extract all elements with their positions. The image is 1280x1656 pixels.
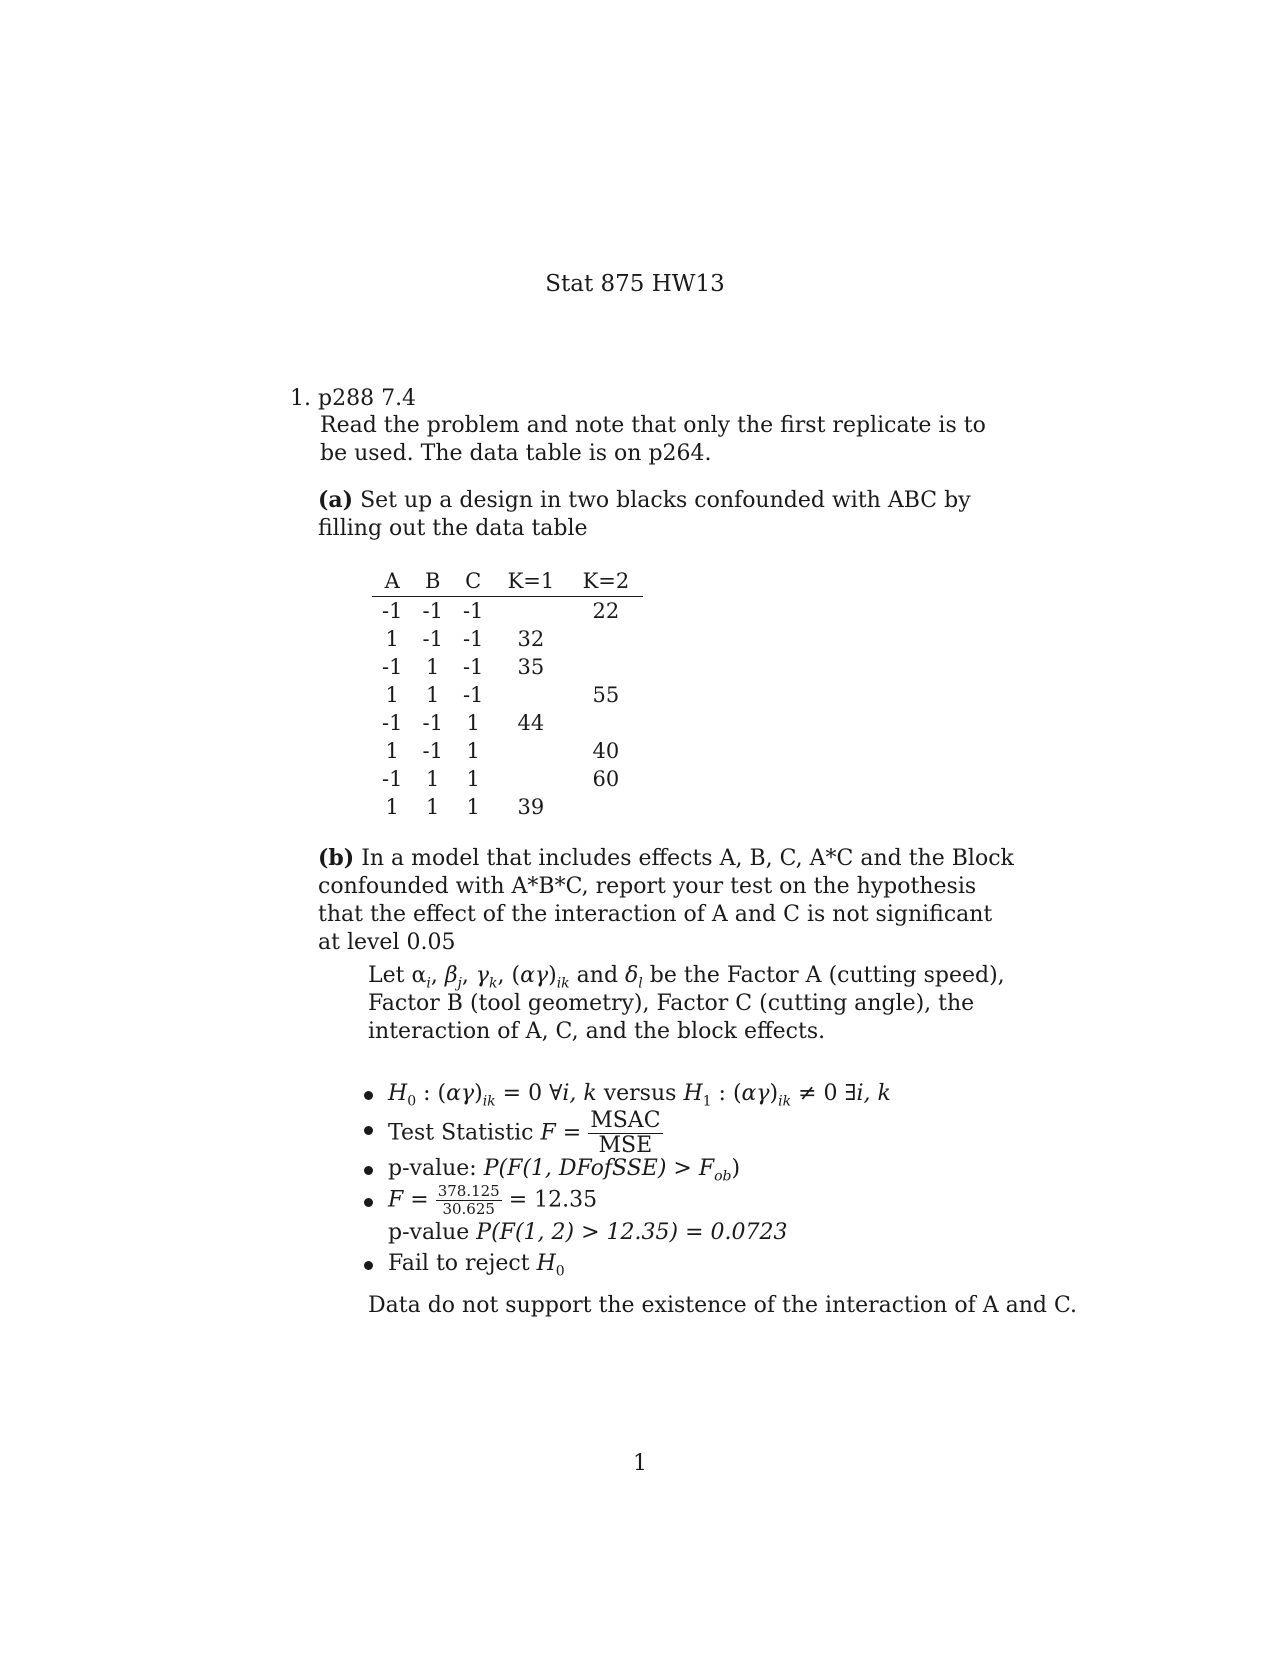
column-header: K=1 [493, 566, 568, 597]
let-tail: be the Factor A (cutting speed), Factor B (tool geometry), Factor C (cutting angle), the interaction of A, C, and the block effects. [368, 963, 1005, 1044]
table-row [372, 597, 643, 626]
let-intro: Let α [368, 963, 427, 988]
problem-reference: p288 7.4 [318, 386, 417, 411]
pvalue-bullet: p-value: P(F(1, DFofSSE) > $F_{ob}$) [388, 1155, 740, 1183]
table-cell [568, 625, 643, 653]
part-b [318, 844, 1018, 957]
table-cell: -1 [462, 683, 484, 707]
table-cell: 1 [426, 795, 440, 819]
fraction-numerator: MSAC [590, 1108, 661, 1133]
part-b-label: (b) [318, 845, 355, 871]
table-cell [493, 765, 568, 793]
design-table [372, 566, 643, 821]
part-a [318, 486, 1018, 543]
decision-bullet: Fail to reject $H_0$ [388, 1250, 565, 1278]
table-cell: -1 [422, 711, 443, 735]
page-title: Stat 875 HW13 [545, 271, 725, 297]
fraction-denominator: MSE [598, 1133, 653, 1158]
table-cell: -1 [462, 655, 484, 679]
statistic-fraction [588, 1110, 662, 1157]
table-header-row [372, 566, 643, 597]
table-cell: 1 [466, 795, 480, 819]
table-cell [493, 597, 568, 626]
table-cell [568, 709, 643, 737]
pvalue-result-line [388, 1219, 787, 1247]
table-cell: 22 [592, 599, 620, 623]
table-cell: 1 [426, 683, 440, 707]
problem-intro: Read the problem and note that only the first replicate is to be used. The data table is on p264. [320, 413, 986, 466]
table-cell [568, 793, 643, 821]
table-cell: 1 [385, 683, 399, 707]
table-row [372, 765, 643, 793]
table-cell [493, 681, 568, 709]
column-header: C [453, 566, 493, 597]
table-cell: -1 [382, 767, 403, 791]
page-number: 1 [633, 1451, 647, 1476]
conclusion: Data do not support the existence of the interaction of A and C. [368, 1293, 1078, 1318]
table-cell: 1 [385, 739, 399, 763]
table-row [372, 793, 643, 821]
table-cell: 44 [517, 711, 545, 735]
column-header: B [412, 566, 452, 597]
pvalue-result: P(F(1, 2) > 12.35) = 0.0723 [476, 1220, 788, 1245]
table-cell: 35 [517, 655, 545, 679]
table-cell: -1 [382, 655, 403, 679]
decision-text: Fail to reject [388, 1251, 530, 1276]
table-cell: 32 [517, 627, 545, 651]
table-cell: -1 [422, 599, 443, 623]
f-denominator: 30.625 [442, 1200, 495, 1218]
table-cell: 60 [592, 767, 620, 791]
test-statistic-bullet: Test Statistic F = $\frac{\text{MSAC}}{\text{MSE}}$ [388, 1110, 663, 1157]
f-fraction [436, 1184, 502, 1217]
table-cell: -1 [382, 711, 403, 735]
table-cell: 1 [426, 767, 440, 791]
table-row [372, 653, 643, 681]
table-row [372, 709, 643, 737]
test-bullets [388, 1080, 1028, 1280]
part-a-text: Set up a design in two blacks confounded with ABC by filling out the data table [318, 488, 971, 541]
table-row [372, 625, 643, 653]
table-cell: 1 [426, 655, 440, 679]
pvalue-expression: P(F(1, DFofSSE) > F [483, 1156, 715, 1181]
column-header: K=2 [568, 566, 643, 597]
table-cell: 1 [385, 627, 399, 651]
problem-heading [290, 385, 416, 413]
f-numerator: 378.125 [437, 1182, 500, 1200]
table-row [372, 737, 643, 765]
problem-number: 1. [290, 386, 311, 411]
column-header: A [372, 566, 412, 597]
test-statistic-label: Test Statistic [388, 1120, 534, 1146]
f-value-bullet: F = $\frac{378.125}{30.625}$ = 12.35 [388, 1184, 597, 1217]
table-cell: 1 [385, 795, 399, 819]
hypothesis-bullet: $H_0$ : $(\alpha\gamma)_{ik} = 0$ ∀i, k versus $H_1$ : $(\alpha\gamma)_{ik} \ne 0$ ∃i, k [388, 1080, 891, 1108]
part-b-text: In a model that includes effects A, B, C, A*C and the Block confounded with A*B*C, report your test on the hypothesis that the effect of the interaction of A and C is not significant at level 0.05 [318, 846, 1014, 955]
versus-word: versus [603, 1081, 677, 1106]
table-cell: -1 [382, 599, 403, 623]
let-paragraph: Let $\alpha_i$, $\beta_j$, $\gamma_k$, $(\alpha\gamma)_{ik}$ and $\delta_l$ be the Factor A (cutting speed), Factor B (tool geometry), Factor C (cutting angle), the interaction of A, C, and the block effects. [368, 963, 1005, 1044]
table-cell [493, 737, 568, 765]
table-cell: -1 [462, 627, 484, 651]
table-cell: -1 [422, 739, 443, 763]
f-result: = 12.35 [508, 1187, 598, 1213]
table-cell: 39 [517, 795, 545, 819]
table-cell: 1 [466, 711, 480, 735]
part-a-label: (a) [318, 487, 354, 513]
table-row [372, 681, 643, 709]
design-table-wrapper [372, 566, 643, 821]
table-cell: -1 [422, 627, 443, 651]
table-cell [568, 653, 643, 681]
pvalue-line-label: p-value [388, 1220, 470, 1245]
table-cell: 55 [592, 683, 620, 707]
table-cell: 40 [592, 739, 620, 763]
table-cell: -1 [462, 599, 484, 623]
pvalue-subscript: ob [714, 1168, 732, 1185]
table-cell: 1 [466, 739, 480, 763]
table-cell: 1 [466, 767, 480, 791]
pvalue-label: p-value: [388, 1156, 477, 1181]
